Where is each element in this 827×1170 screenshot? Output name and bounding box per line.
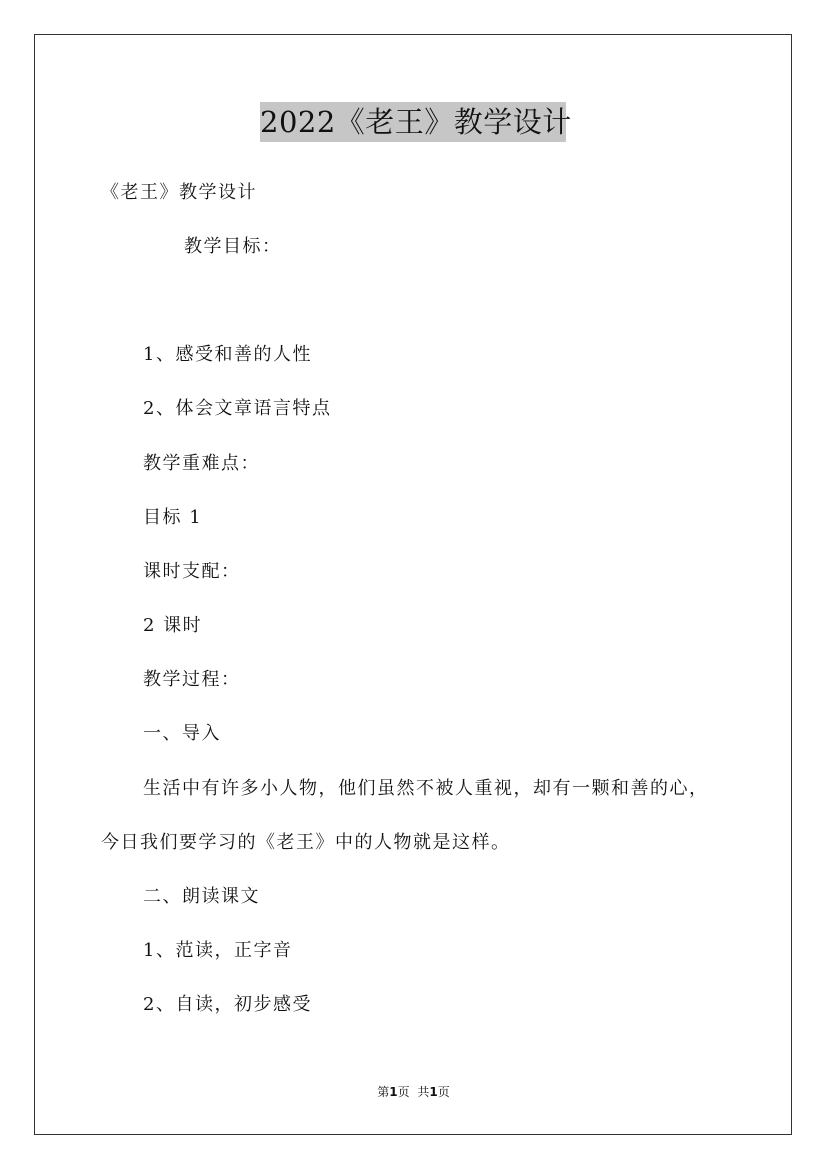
footer-total-prefix: 共 (417, 1085, 430, 1099)
footer-page-prefix: 第 (377, 1085, 390, 1099)
process-heading: 教学过程： (143, 669, 241, 690)
schedule-heading: 课时支配： (143, 561, 241, 582)
intro-paragraph-line-2: 今日我们要学习的《老王》中的人物就是这样。 (101, 832, 511, 853)
footer-total-suffix: 页 (437, 1085, 450, 1099)
schedule-value: 2 课时 (143, 615, 203, 636)
subtitle-line: 《老王》教学设计 (101, 182, 257, 203)
page-footer (0, 1084, 827, 1100)
objective-item-2: 2、体会文章语言特点 (143, 398, 332, 419)
objective-item-1: 1、感受和善的人性 (143, 344, 312, 365)
objectives-heading: 教学目标： (184, 236, 282, 257)
footer-page-suffix: 页 (397, 1085, 410, 1099)
reading-item-2: 2、自读，初步感受 (143, 994, 312, 1015)
intro-paragraph-line-1: 生活中有许多小人物，他们虽然不被人重视，却有一颗和善的心， (143, 778, 709, 799)
reading-item-1: 1、范读，正字音 (143, 940, 293, 961)
key-points-heading: 教学重难点： (143, 453, 260, 474)
footer-page-current: 1 (389, 1085, 398, 1099)
document-title: 2022《老王》教学设计 (260, 102, 566, 142)
section-intro-heading: 一、导入 (143, 723, 221, 744)
key-points-value: 目标 1 (143, 507, 203, 528)
footer-page-total: 1 (429, 1085, 438, 1099)
section-reading-heading: 二、朗读课文 (143, 886, 260, 907)
